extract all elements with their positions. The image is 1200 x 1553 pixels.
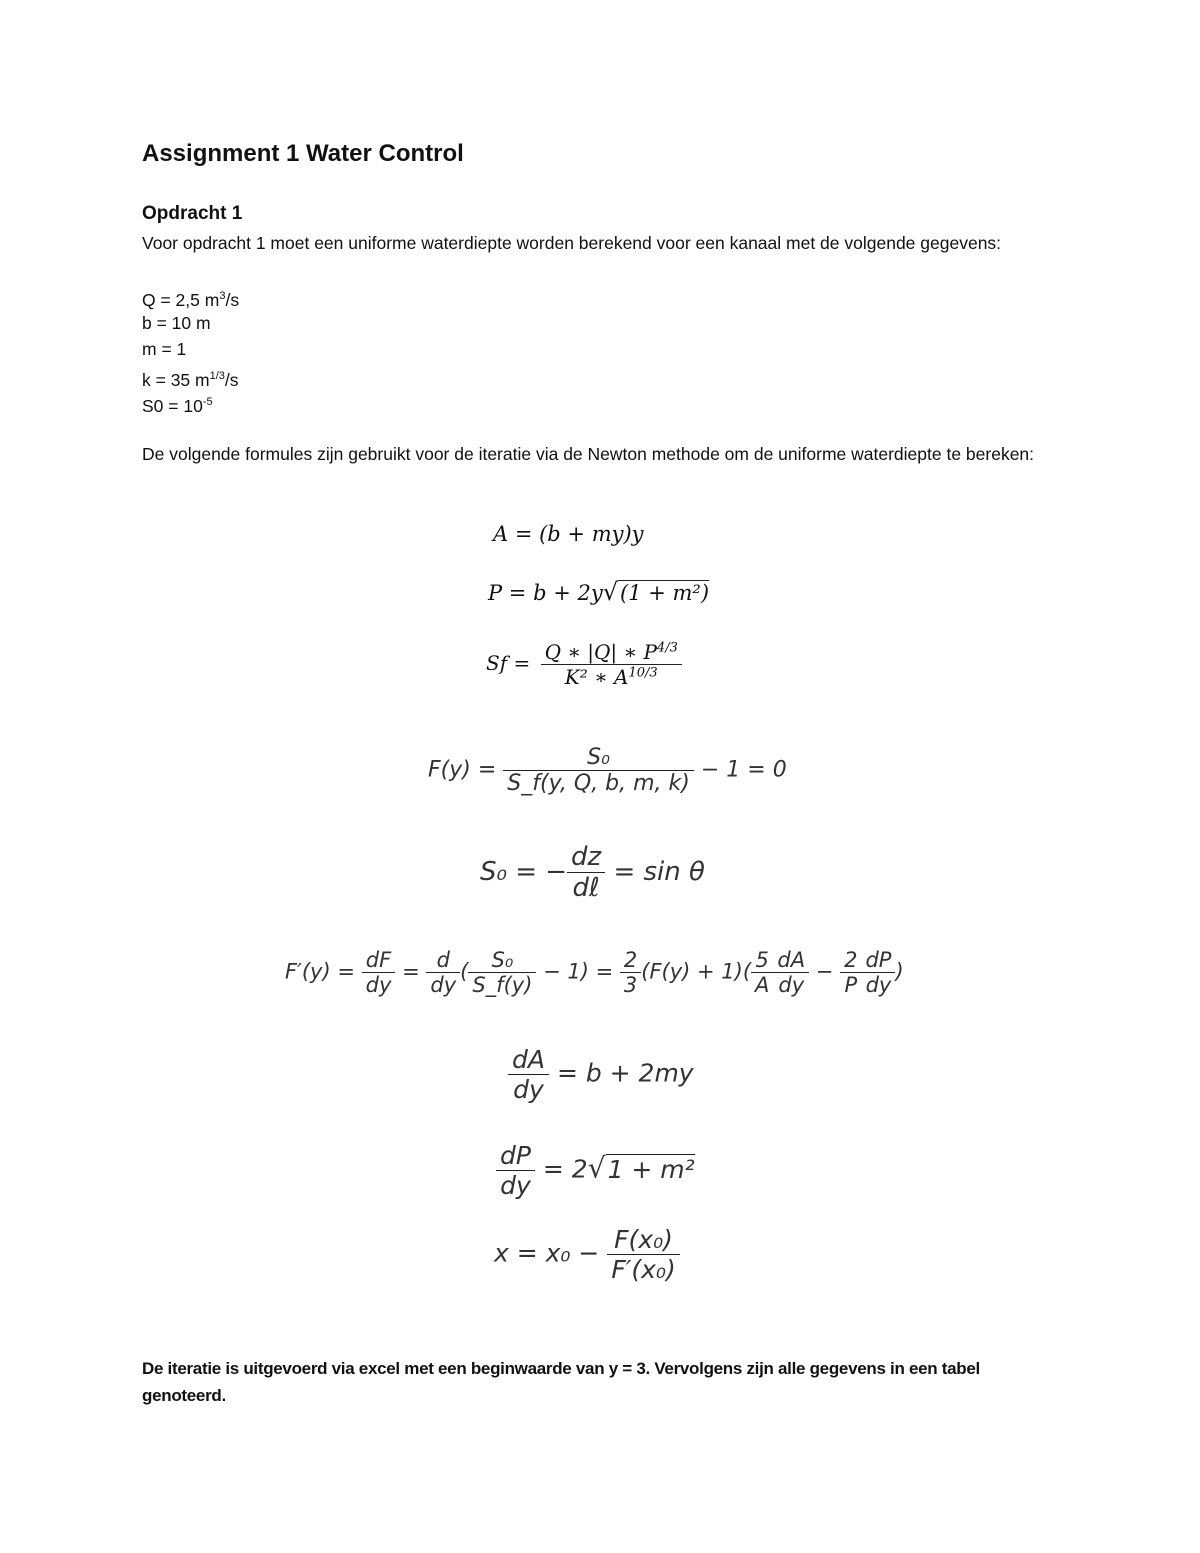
equation-newton-step: x = x₀ − $\frac{\text{F(x₀)}}{\text{F′(x₀)}}$ xyxy=(494,1225,680,1284)
formulas-intro: De volgende formules zijn gebruikt voor de iteratie via de Newton methode om de uniforme waterdiepte te bereken: xyxy=(142,444,1035,464)
equation-fy-derivative: F′(y) = $\frac{dF}{dy}$ = $\frac{d}{dy}$ ( $\frac{\text{S₀}}{S\_f(y)}$ − 1) = $\frac{2}{3}$ (F(y) + 1)( $\frac{5}{A}$ $\frac{dA}{dy}$ − $\frac{2}{P}$ $\frac{dP}{dy}$ ) xyxy=(285,948,904,997)
given-values-list xyxy=(142,283,1062,416)
equation-area: A = (b + my)y xyxy=(493,522,644,546)
equation-fy: F(y) = $\frac{\text{S₀}}{S\_f(y, Q, b, m, k)}$ − 1 = 0 xyxy=(428,745,787,796)
section-heading: Opdracht 1 xyxy=(142,203,243,224)
equation-friction-slope: Sf = $\frac{Q ∗ |Q| ∗ P^{4/3}}{K^2 ∗ A^{10/3}}$ xyxy=(486,640,682,689)
given-k: k = 35 $m^{1/3}/s$ xyxy=(142,369,239,390)
given-q: Q = 2,5 $m^3/s$ xyxy=(142,290,240,310)
given-s0: $S0 = 10^{-5}$ xyxy=(142,396,213,416)
intro-paragraph: Voor opdracht 1 moet een uniforme waterdiepte worden berekend voor een kanaal met de volgende gegevens: xyxy=(142,233,1002,253)
conclusion-paragraph: De iteratie is uitgevoerd via excel met een beginwaarde van y = 3. Vervolgens zijn alle gegevens in een tabel genoteerd. xyxy=(142,1359,980,1405)
equation-perimeter: P = b + 2y√(1 + m²) xyxy=(488,578,710,606)
equation-perimeter-derivative: $\frac{dP}{dy}$ = 2√1 + m² xyxy=(496,1141,695,1200)
given-b: b = 10 m xyxy=(142,312,211,333)
equation-area-derivative: $\frac{dA}{dy}$ = b + 2my xyxy=(508,1045,694,1104)
given-m: m = 1 xyxy=(142,339,187,359)
equation-bed-slope: S₀ = − $\frac{dz}{\text{dℓ}}$ = sin θ xyxy=(480,842,705,903)
page-title: Assignment 1 Water Control xyxy=(142,140,464,167)
